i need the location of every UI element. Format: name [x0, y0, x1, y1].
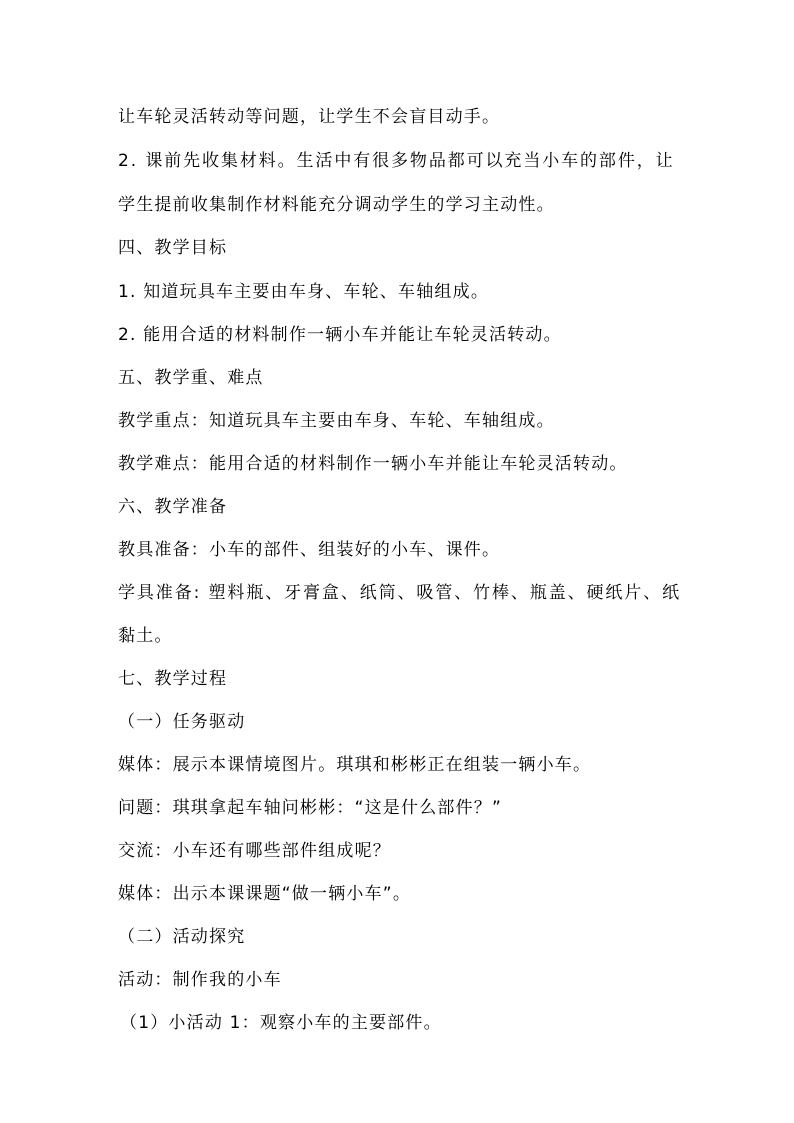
- teacher-materials-line: 教具准备：小车的部件、组装好的小车、课件。: [118, 540, 501, 560]
- subheading-activity-exploration: （二）活动探究: [118, 927, 246, 947]
- key-point-line: 教学重点：知道玩具车主要由车身、车轮、车轴组成。: [118, 411, 555, 431]
- media-line-1: 媒体：展示本课情境图片。琪琪和彬彬正在组装一辆小车。: [118, 755, 592, 775]
- student-materials-line: 学具准备: 塑料瓶、牙膏盒、纸筒、吸管、竹棒、瓶盖、硬纸片、纸: [118, 583, 682, 603]
- section-heading-process: 七、教学过程: [118, 669, 228, 689]
- difficult-point-line: 教学难点：能用合适的材料制作一辆小车并能让车轮灵活转动。: [118, 454, 628, 474]
- section-heading-preparation: 六、教学准备: [118, 497, 228, 517]
- subheading-task-driven: （一）任务驱动: [118, 712, 246, 732]
- section-heading-objectives: 四、教学目标: [118, 238, 228, 258]
- student-materials-continuation: 黏土。: [118, 626, 173, 646]
- section-heading-key-points: 五、教学重、难点: [118, 368, 264, 388]
- objective-item-2: 2. 能用合适的材料制作一辆小车并能让车轮灵活转动。: [118, 325, 562, 345]
- mini-activity-line: （1）小活动 1：观察小车的主要部件。: [120, 1013, 442, 1033]
- discussion-line: 交流：小车还有哪些部件组成呢？: [118, 841, 391, 861]
- paragraph-line-2: 2. 课前先收集材料。生活中有很多物品都可以充当小车的部件，让: [118, 151, 675, 171]
- paragraph-line-3: 学生提前收集制作材料能充分调动学生的学习主动性。: [118, 195, 555, 215]
- paragraph-line-1: 让车轮灵活转动等问题，让学生不会盲目动手。: [118, 107, 501, 127]
- question-line: 问题：琪琪拿起车轴问彬彬：“这是什么部件？”: [118, 798, 503, 818]
- objective-item-1: 1. 知道玩具车主要由车身、车轮、车轴组成。: [118, 282, 490, 302]
- media-line-2: 媒体：出示本课课题“做一辆小车”。: [118, 884, 412, 904]
- activity-line: 活动：制作我的小车: [118, 970, 282, 990]
